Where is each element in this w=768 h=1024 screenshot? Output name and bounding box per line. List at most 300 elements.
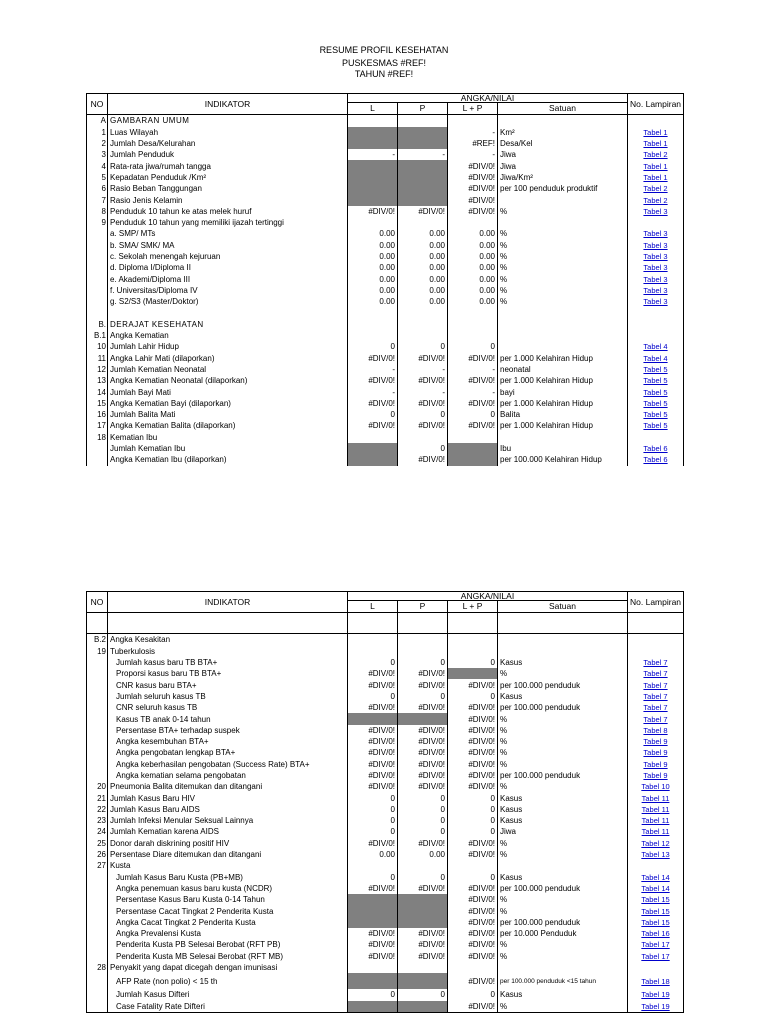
row-satuan: Ibu [498,443,628,454]
row-value-l: - [348,364,398,375]
row-satuan: % [498,894,628,905]
row-value-p [398,646,448,657]
row-lampiran-link[interactable]: Tabel 1 [628,172,684,183]
table-row [87,160,684,171]
row-value-p: #DIV/0! [398,206,448,217]
row-lampiran-link[interactable]: Tabel 17 [628,951,684,962]
row-value-l [348,634,398,646]
row-value-p: #DIV/0! [398,454,448,465]
row-value-l: #DIV/0! [348,747,398,758]
row-lampiran-link[interactable]: Tabel 11 [628,815,684,826]
row-indikator: Jumlah Kematian Neonatal [108,364,348,375]
row-satuan: % [498,838,628,849]
row-lampiran-link[interactable]: Tabel 3 [628,273,684,284]
row-satuan: Jiwa [498,826,628,837]
row-value-p [398,1001,448,1013]
table-row [87,646,684,657]
row-lampiran-link[interactable]: Tabel 7 [628,657,684,668]
row-satuan: % [498,273,628,284]
header-l: L [348,601,398,613]
row-no: 16 [87,409,108,420]
row-no [87,251,108,262]
row-no [87,928,108,939]
row-indikator: Jumlah Kasus Difteri [108,989,348,1000]
row-lampiran-link [628,330,684,341]
row-value-l: 0.00 [348,273,398,284]
row-value-l [348,172,398,183]
row-value-l [348,217,398,228]
row-value-p [398,634,448,646]
row-value-l: 0.00 [348,251,398,262]
table-row [87,341,684,352]
row-lampiran-link[interactable]: Tabel 3 [628,251,684,262]
row-lampiran-link[interactable]: Tabel 12 [628,838,684,849]
row-satuan [498,646,628,657]
row-satuan: % [498,1001,628,1013]
row-value-lp: #DIV/0! [448,353,498,364]
row-lampiran-link[interactable]: Tabel 6 [628,454,684,465]
row-satuan: % [498,951,628,962]
row-satuan: % [498,781,628,792]
row-lampiran-link[interactable]: Tabel 15 [628,894,684,905]
row-value-lp: 0 [448,792,498,803]
row-indikator: DERAJAT KESEHATAN [108,319,348,330]
row-no [87,296,108,307]
row-value-lp: 0.00 [448,228,498,239]
row-value-l: 0 [348,691,398,702]
table-row [87,353,684,364]
row-value-l [348,160,398,171]
row-value-lp: #DIV/0! [448,781,498,792]
row-no [87,917,108,928]
row-no [87,285,108,296]
table-row [87,781,684,792]
row-lampiran-link[interactable]: Tabel 5 [628,409,684,420]
row-value-lp: 0 [448,989,498,1000]
row-lampiran-link[interactable]: Tabel 11 [628,826,684,837]
row-no: 15 [87,398,108,409]
row-value-lp: #DIV/0! [448,838,498,849]
row-lampiran-link[interactable]: Tabel 7 [628,691,684,702]
row-no [87,973,108,989]
row-satuan: % [498,725,628,736]
row-indikator: Jumlah Kematian karena AIDS [108,826,348,837]
row-satuan: % [498,206,628,217]
row-value-lp: #DIV/0! [448,883,498,894]
table-row [87,634,684,646]
row-no [87,691,108,702]
row-lampiran-link[interactable]: Tabel 7 [628,668,684,679]
row-satuan: % [498,228,628,239]
row-lampiran-link[interactable]: Tabel 5 [628,398,684,409]
header-lampiran: No. Lampiran [628,592,684,613]
row-value-l: 0 [348,826,398,837]
row-satuan: per 100 penduduk produktif [498,183,628,194]
row-value-p: #DIV/0! [398,883,448,894]
row-value-lp: #DIV/0! [448,928,498,939]
row-value-lp: - [448,149,498,160]
row-satuan: Kasus [498,657,628,668]
row-no: 4 [87,160,108,171]
row-value-l [348,962,398,973]
row-satuan: per 100.000 penduduk [498,917,628,928]
row-indikator: Penderita Kusta PB Selesai Berobat (RFT PB) [108,939,348,950]
row-lampiran-link[interactable]: Tabel 19 [628,989,684,1000]
table-row [87,989,684,1000]
header-no: NO [87,94,108,115]
row-lampiran-link[interactable]: Tabel 3 [628,285,684,296]
row-indikator: Jumlah kasus baru TB BTA+ [108,657,348,668]
row-value-l: #DIV/0! [348,725,398,736]
row-value-lp: #DIV/0! [448,747,498,758]
row-lampiran-link[interactable]: Tabel 9 [628,759,684,770]
row-value-lp [448,217,498,228]
row-value-lp: 0.00 [448,273,498,284]
row-value-p [398,860,448,871]
table-row [87,905,684,916]
row-value-p [398,172,448,183]
row-satuan: bayi [498,386,628,397]
row-value-lp: #DIV/0! [448,398,498,409]
row-value-lp: #DIV/0! [448,702,498,713]
row-no [87,228,108,239]
row-lampiran-link [628,962,684,973]
row-value-lp: 0 [448,826,498,837]
row-value-lp [448,668,498,679]
table-row [87,138,684,149]
row-indikator: a. SMP/ MTs [108,228,348,239]
row-value-l: #DIV/0! [348,702,398,713]
row-lampiran-link[interactable]: Tabel 4 [628,353,684,364]
row-lampiran-link[interactable]: Tabel 8 [628,725,684,736]
row-lampiran-link[interactable]: Tabel 2 [628,183,684,194]
row-no: B.1 [87,330,108,341]
table-row [87,183,684,194]
table-row [87,894,684,905]
row-satuan: per 1.000 Kelahiran Hidup [498,420,628,431]
row-value-lp: #REF! [448,138,498,149]
row-value-lp: - [448,127,498,138]
row-value-p: 0 [398,826,448,837]
row-no [87,307,108,318]
table-row [87,149,684,160]
row-no [87,443,108,454]
row-no [87,657,108,668]
row-value-l: #DIV/0! [348,928,398,939]
row-value-lp: #DIV/0! [448,939,498,950]
row-no [87,939,108,950]
row-no: 19 [87,646,108,657]
row-lampiran-link[interactable]: Tabel 1 [628,160,684,171]
row-value-lp: #DIV/0! [448,917,498,928]
row-lampiran-link[interactable]: Tabel 11 [628,792,684,803]
row-value-p: 0.00 [398,849,448,860]
row-value-p: #DIV/0! [398,353,448,364]
row-value-p [398,183,448,194]
table-row [87,702,684,713]
row-no [87,747,108,758]
table-row [87,792,684,803]
row-lampiran-link[interactable]: Tabel 7 [628,713,684,724]
row-value-p: #DIV/0! [398,939,448,950]
row-value-l [348,432,398,443]
row-lampiran-link[interactable]: Tabel 5 [628,420,684,431]
row-indikator: Jumlah Bayi Mati [108,386,348,397]
row-lampiran-link[interactable]: Tabel 7 [628,679,684,690]
row-value-lp: #DIV/0! [448,679,498,690]
table-row [87,962,684,973]
table-row [87,747,684,758]
header-indikator: INDIKATOR [108,592,348,613]
row-value-p: #DIV/0! [398,928,448,939]
row-indikator: Jumlah Balita Mati [108,409,348,420]
row-value-p: 0.00 [398,285,448,296]
row-value-lp: 0 [448,691,498,702]
row-value-p: #DIV/0! [398,736,448,747]
row-lampiran-link[interactable]: Tabel 3 [628,228,684,239]
row-lampiran-link[interactable]: Tabel 1 [628,138,684,149]
row-indikator: Persentase Cacat Tingkat 2 Penderita Kusta [108,905,348,916]
row-satuan: % [498,240,628,251]
row-value-lp: 0.00 [448,296,498,307]
row-lampiran-link[interactable]: Tabel 15 [628,917,684,928]
row-value-l [348,194,398,205]
row-satuan [498,860,628,871]
row-value-l: #DIV/0! [348,951,398,962]
table-row [87,228,684,239]
row-value-l: #DIV/0! [348,736,398,747]
row-indikator: f. Universitas/Diploma IV [108,285,348,296]
row-value-lp: #DIV/0! [448,375,498,386]
row-indikator: Angka Kematian Neonatal (dilaporkan) [108,375,348,386]
row-value-lp: #DIV/0! [448,951,498,962]
row-lampiran-link [628,860,684,871]
row-indikator: Kematian Ibu [108,432,348,443]
row-lampiran-link[interactable]: Tabel 3 [628,296,684,307]
row-value-lp: 0.00 [448,285,498,296]
table-row [87,285,684,296]
row-lampiran-link[interactable]: Tabel 5 [628,364,684,375]
row-value-l [348,115,398,127]
row-no: 3 [87,149,108,160]
row-value-l: #DIV/0! [348,679,398,690]
row-value-l: #DIV/0! [348,206,398,217]
table-row [87,951,684,962]
header-angka-nilai: ANGKA/NILAI [348,592,628,601]
row-value-p: 0 [398,691,448,702]
row-value-lp: #DIV/0! [448,849,498,860]
row-value-lp [448,432,498,443]
row-no: 6 [87,183,108,194]
row-lampiran-link[interactable]: Tabel 2 [628,194,684,205]
header-p: P [398,103,448,115]
row-value-p: 0 [398,872,448,883]
row-value-l [348,917,398,928]
row-indikator: c. Sekolah menengah kejuruan [108,251,348,262]
row-indikator: Jumlah Kasus Baru Kusta (PB+MB) [108,872,348,883]
row-lampiran-link[interactable]: Tabel 4 [628,341,684,352]
row-no [87,1001,108,1013]
row-satuan [498,341,628,352]
row-lampiran-link[interactable]: Tabel 17 [628,939,684,950]
row-value-p: #DIV/0! [398,759,448,770]
row-satuan: per 100.000 penduduk [498,679,628,690]
table-row [87,375,684,386]
table-row [87,172,684,183]
row-value-lp: #DIV/0! [448,1001,498,1013]
row-indikator: Jumlah Lahir Hidup [108,341,348,352]
row-value-p [398,319,448,330]
row-value-lp: #DIV/0! [448,713,498,724]
row-value-p: 0 [398,409,448,420]
row-value-p: 0 [398,657,448,668]
row-value-lp: 0 [448,657,498,668]
table-row [87,364,684,375]
row-indikator: Jumlah Penduduk [108,149,348,160]
row-value-l: 0 [348,341,398,352]
table-row [87,454,684,465]
table-row [87,838,684,849]
row-lampiran-link[interactable]: Tabel 19 [628,1001,684,1013]
row-satuan: Kasus [498,815,628,826]
row-value-lp: 0 [448,815,498,826]
row-value-l: #DIV/0! [348,759,398,770]
row-satuan: % [498,905,628,916]
row-satuan: per 100.000 Kelahiran Hidup [498,454,628,465]
row-no: 12 [87,364,108,375]
row-satuan [498,330,628,341]
row-value-lp: 0.00 [448,240,498,251]
row-value-lp [448,307,498,318]
header-satuan: Satuan [498,103,628,115]
header-lampiran: No. Lampiran [628,94,684,115]
row-value-p: - [398,386,448,397]
row-indikator: Angka Kematian Bayi (dilaporkan) [108,398,348,409]
table-row [87,409,684,420]
row-value-l: #DIV/0! [348,420,398,431]
row-satuan: % [498,939,628,950]
row-no [87,668,108,679]
row-lampiran-link[interactable]: Tabel 5 [628,375,684,386]
row-value-l [348,860,398,871]
row-satuan: per 1.000 Kelahiran Hidup [498,375,628,386]
row-indikator: Jumlah Desa/Kelurahan [108,138,348,149]
header-no: NO [87,592,108,613]
row-satuan [498,217,628,228]
row-no: 14 [87,386,108,397]
row-value-p [398,307,448,318]
row-lampiran-link[interactable]: Tabel 14 [628,872,684,883]
row-value-lp: #DIV/0! [448,725,498,736]
row-no [87,894,108,905]
table-row [87,759,684,770]
row-lampiran-link[interactable]: Tabel 11 [628,804,684,815]
row-value-p: 0 [398,989,448,1000]
row-no: A [87,115,108,127]
row-value-lp [448,330,498,341]
table-row [87,770,684,781]
row-no [87,725,108,736]
row-value-p: - [398,364,448,375]
row-value-l: - [348,149,398,160]
row-lampiran-link [628,634,684,646]
row-lampiran-link[interactable]: Tabel 6 [628,443,684,454]
row-lampiran-link[interactable]: Tabel 5 [628,386,684,397]
table-row [87,804,684,815]
row-indikator: Penduduk 10 tahun ke atas melek huruf [108,206,348,217]
row-lampiran-link[interactable]: Tabel 9 [628,747,684,758]
row-lampiran-link[interactable]: Tabel 3 [628,240,684,251]
row-value-lp: #DIV/0! [448,172,498,183]
row-value-lp: 0.00 [448,262,498,273]
row-indikator: Angka Kematian Ibu (dilaporkan) [108,454,348,465]
row-value-l: 0.00 [348,285,398,296]
row-lampiran-link[interactable]: Tabel 7 [628,702,684,713]
row-value-lp: #DIV/0! [448,905,498,916]
row-value-p: #DIV/0! [398,781,448,792]
row-lampiran-link[interactable]: Tabel 13 [628,849,684,860]
row-value-l: #DIV/0! [348,781,398,792]
row-lampiran-link[interactable]: Tabel 10 [628,781,684,792]
header-p: P [398,601,448,613]
row-value-lp: #DIV/0! [448,194,498,205]
row-satuan: % [498,262,628,273]
row-lampiran-link[interactable]: Tabel 1 [628,127,684,138]
row-lampiran-link[interactable]: Tabel 2 [628,149,684,160]
table-row [87,127,684,138]
row-no: B.2 [87,634,108,646]
row-value-lp: #DIV/0! [448,894,498,905]
row-value-p [398,713,448,724]
row-value-lp: - [448,364,498,375]
row-no [87,989,108,1000]
row-lampiran-link[interactable]: Tabel 16 [628,928,684,939]
row-indikator: Jumlah seluruh kasus TB [108,691,348,702]
row-lampiran-link[interactable]: Tabel 3 [628,206,684,217]
row-indikator: Proporsi kasus baru TB BTA+ [108,668,348,679]
row-indikator: GAMBARAN UMUM [108,115,348,127]
row-value-lp [448,962,498,973]
table-row [87,713,684,724]
row-no [87,713,108,724]
table-row [87,973,684,989]
row-lampiran-link[interactable]: Tabel 3 [628,262,684,273]
row-value-l: 0.00 [348,849,398,860]
resume-table-1 [86,93,684,466]
row-indikator: Persentase Kasus Baru Kusta 0-14 Tahun [108,894,348,905]
row-value-l [348,319,398,330]
row-value-p: #DIV/0! [398,770,448,781]
row-lampiran-link[interactable]: Tabel 15 [628,905,684,916]
row-value-l [348,894,398,905]
row-satuan: Kasus [498,691,628,702]
row-value-lp: 0 [448,409,498,420]
row-satuan [498,115,628,127]
row-lampiran-link[interactable]: Tabel 9 [628,736,684,747]
row-value-l [348,973,398,989]
table-row [87,251,684,262]
row-indikator: Angka kematian selama pengobatan [108,770,348,781]
row-lampiran-link[interactable]: Tabel 14 [628,883,684,894]
row-indikator: Penderita Kusta MB Selesai Berobat (RFT MB) [108,951,348,962]
row-value-lp: #DIV/0! [448,770,498,781]
row-lampiran-link[interactable]: Tabel 9 [628,770,684,781]
row-value-p: #DIV/0! [398,702,448,713]
row-lampiran-link[interactable]: Tabel 18 [628,973,684,989]
row-no: 28 [87,962,108,973]
row-value-p [398,217,448,228]
row-satuan: % [498,747,628,758]
